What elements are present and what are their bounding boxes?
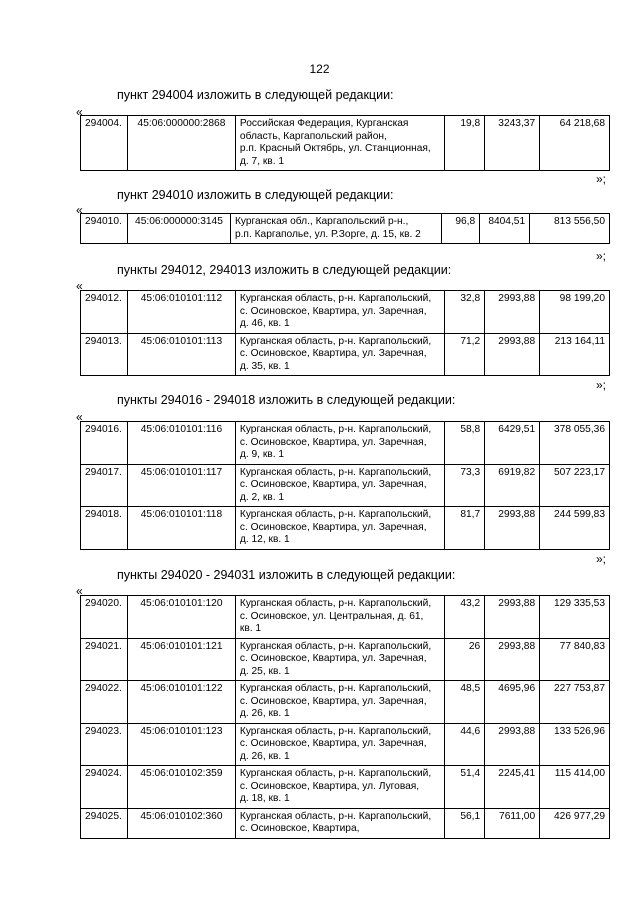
opening-quote: «: [76, 584, 83, 598]
unit-price: 2993,88: [485, 723, 540, 766]
cost: 64 218,68: [540, 116, 610, 171]
unit-price: 6919,82: [485, 464, 540, 507]
opening-quote: «: [76, 279, 83, 293]
cadastral-number: 45:06:010102:359: [127, 766, 235, 809]
table-row: [81, 808, 610, 838]
area: 48,5: [445, 681, 485, 724]
table-row: [81, 766, 610, 809]
area: 58,8: [445, 422, 485, 465]
address: Курганская область, р-н. Каргапольский, с. Осиновское, Квартира, ул. Заречная, д. 26, кв. 1: [235, 723, 444, 766]
row-number: 294012.: [81, 291, 128, 334]
unit-price: 8404,51: [480, 214, 530, 244]
unit-price: 2245,41: [485, 766, 540, 809]
section-heading: пункты 294016 - 294018 изложить в следующей редакции:: [117, 393, 456, 407]
unit-price: 4695,96: [485, 681, 540, 724]
cadastral-number: 45:06:000000:3145: [127, 214, 230, 244]
closing-quote: »;: [595, 552, 606, 566]
address: Курганская область, р-н. Каргапольский, с. Осиновское, Квартира, ул. Заречная, д. 2, кв. 1: [235, 464, 444, 507]
unit-price: 6429,51: [485, 422, 540, 465]
unit-price: 2993,88: [485, 507, 540, 550]
area: 73,3: [445, 464, 485, 507]
cadastral-number: 45:06:010101:117: [127, 464, 235, 507]
cost: 378 055,36: [540, 422, 610, 465]
table-row: [81, 681, 610, 724]
cost: 115 414,00: [540, 766, 610, 809]
cost: 244 599,83: [540, 507, 610, 550]
cost: 227 753,87: [540, 681, 610, 724]
register-table: [80, 213, 610, 244]
address: Курганская область, р-н. Каргапольский, с. Осиновское, Квартира, ул. Заречная, д. 26, кв. 1: [235, 681, 444, 724]
row-number: 294016.: [81, 422, 128, 465]
area: 19,8: [445, 116, 485, 171]
table-row: [81, 596, 610, 639]
cadastral-number: 45:06:010101:112: [127, 291, 235, 334]
cadastral-number: 45:06:000000:2868: [127, 116, 235, 171]
cadastral-number: 45:06:010101:123: [127, 723, 235, 766]
cadastral-number: 45:06:010101:118: [127, 507, 235, 550]
cost: 213 164,11: [540, 333, 610, 376]
cadastral-number: 45:06:010101:120: [127, 596, 235, 639]
row-number: 294022.: [81, 681, 128, 724]
cost: 133 526,96: [540, 723, 610, 766]
area: 96,8: [442, 214, 480, 244]
closing-quote: »;: [595, 378, 606, 392]
unit-price: 2993,88: [485, 333, 540, 376]
register-table: [80, 421, 610, 550]
opening-quote: «: [76, 410, 83, 424]
row-number: 294018.: [81, 507, 128, 550]
closing-quote: »;: [595, 172, 606, 186]
row-number: 294023.: [81, 723, 128, 766]
cost: 77 840,83: [540, 638, 610, 681]
cadastral-number: 45:06:010101:113: [127, 333, 235, 376]
section-heading: пункты 294012, 294013 изложить в следующей редакции:: [117, 263, 452, 277]
table-row: [81, 422, 610, 465]
cost: 507 223,17: [540, 464, 610, 507]
cadastral-number: 45:06:010102:360: [127, 808, 235, 838]
section-heading: пункты 294020 - 294031 изложить в следующей редакции:: [117, 568, 456, 582]
address: Курганская область, р-н. Каргапольский, с. Осиновское, Квартира, ул. Луговая, д. 18, кв. 1: [235, 766, 444, 809]
table-row: [81, 214, 610, 244]
area: 56,1: [445, 808, 485, 838]
address: Курганская область, р-н. Каргапольский, с. Осиновское, Квартира, ул. Заречная, д. 25, кв. 1: [235, 638, 444, 681]
row-number: 294017.: [81, 464, 128, 507]
address: Российская Федерация, Курганская область, Каргапольский район, р.п. Красный Октябрь, ул. Станционная, д. 7, кв. 1: [235, 116, 444, 171]
table-row: [81, 638, 610, 681]
address: Курганская область, р-н. Каргапольский, с. Осиновское, Квартира, ул. Заречная, д. 12, кв. 1: [235, 507, 444, 550]
unit-price: 2993,88: [485, 291, 540, 334]
cadastral-number: 45:06:010101:122: [127, 681, 235, 724]
register-table: [80, 115, 610, 171]
cadastral-number: 45:06:010101:121: [127, 638, 235, 681]
cost: 129 335,53: [540, 596, 610, 639]
table-row: [81, 291, 610, 334]
area: 51,4: [445, 766, 485, 809]
page-number: 122: [309, 62, 330, 76]
area: 43,2: [445, 596, 485, 639]
address: Курганская область, р-н. Каргапольский, с. Осиновское, ул. Центральная, д. 61, кв. 1: [235, 596, 444, 639]
opening-quote: «: [76, 105, 83, 119]
row-number: 294010.: [81, 214, 128, 244]
opening-quote: «: [76, 203, 83, 217]
section-heading: пункт 294004 изложить в следующей редакции:: [117, 88, 394, 102]
cadastral-number: 45:06:010101:116: [127, 422, 235, 465]
register-table: [80, 290, 610, 376]
row-number: 294021.: [81, 638, 128, 681]
address: Курганская область, р-н. Каргапольский, с. Осиновское, Квартира, ул. Заречная, д. 35, кв. 1: [235, 333, 444, 376]
cost: 813 556,50: [530, 214, 610, 244]
row-number: 294013.: [81, 333, 128, 376]
area: 71,2: [445, 333, 485, 376]
unit-price: 3243,37: [485, 116, 540, 171]
closing-quote: »;: [595, 249, 606, 263]
unit-price: 2993,88: [485, 596, 540, 639]
address: Курганская область, р-н. Каргапольский, с. Осиновское, Квартира, ул. Заречная, д. 9, кв. 1: [235, 422, 444, 465]
area: 32,8: [445, 291, 485, 334]
address: Курганская область, р-н. Каргапольский, с. Осиновское, Квартира,: [235, 808, 444, 838]
section-heading: пункт 294010 изложить в следующей редакции:: [117, 188, 394, 202]
area: 26: [445, 638, 485, 681]
unit-price: 2993,88: [485, 638, 540, 681]
cost: 426 977,29: [540, 808, 610, 838]
unit-price: 7611,00: [485, 808, 540, 838]
row-number: 294025.: [81, 808, 128, 838]
cost: 98 199,20: [540, 291, 610, 334]
register-table: [80, 595, 610, 839]
table-row: [81, 116, 610, 171]
table-row: [81, 507, 610, 550]
row-number: 294004.: [81, 116, 128, 171]
table-row: [81, 333, 610, 376]
address: Курганская область, р-н. Каргапольский, с. Осиновское, Квартира, ул. Заречная, д. 46, кв. 1: [235, 291, 444, 334]
table-row: [81, 464, 610, 507]
table-row: [81, 723, 610, 766]
address: Курганская обл., Каргапольский р-н., р.п. Каргаполье, ул. Р.Зорге, д. 15, кв. 2: [230, 214, 441, 244]
row-number: 294024.: [81, 766, 128, 809]
area: 44,6: [445, 723, 485, 766]
area: 81,7: [445, 507, 485, 550]
row-number: 294020.: [81, 596, 128, 639]
